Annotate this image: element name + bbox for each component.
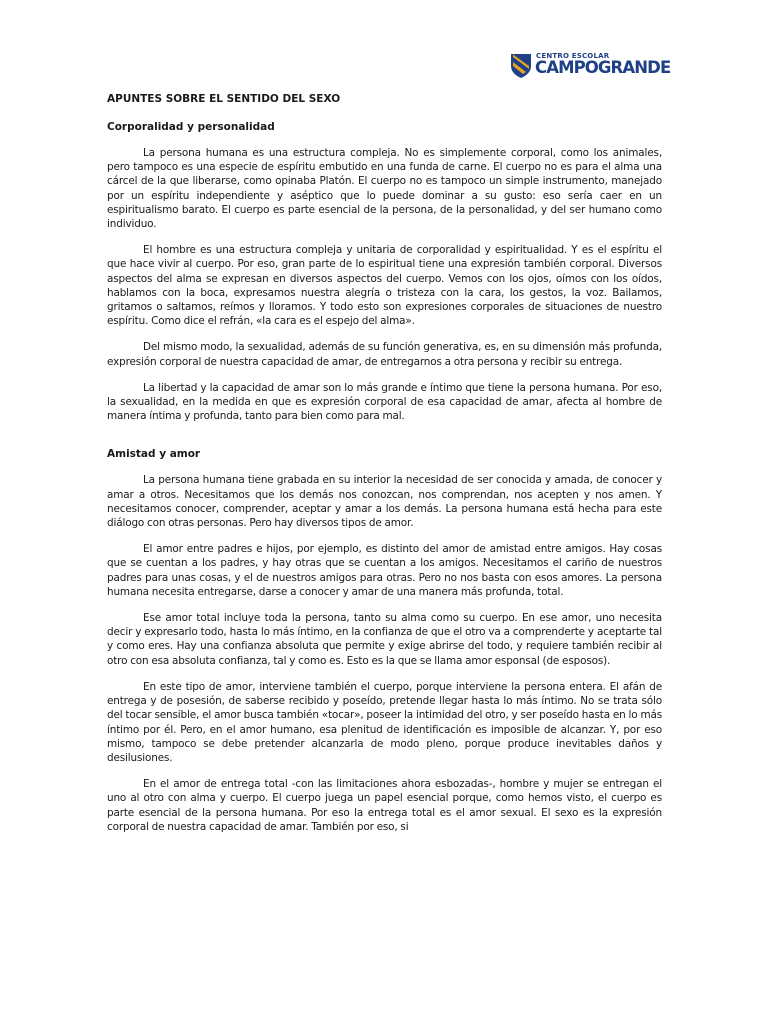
paragraph: La libertad y la capacidad de amar son lo más grande e íntimo que tiene la persona humana. Por eso, la sexualidad, en la medida en que es expresión corporal de esa capacidad de amar, afecta al hombre de manera íntima y profunda, tanto para bien como para mal. [107,381,662,423]
document-body [107,92,662,834]
logo-wordmark: CAMPOGRANDE [535,58,671,77]
paragraph: La persona humana tiene grabada en su interior la necesidad de ser conocida y amada, de conocer y amar a otros. Necesitamos que los demás nos conozcan, nos comprendan, nos acepten y nos amen. Y necesitamos conocer, comprender, aceptar y amar a los demás. La persona humana está hecha para este diálogo con otras personas. Pero hay diversos tipos de amor. [107,474,662,530]
paragraph: En este tipo de amor, interviene también el cuerpo, porque interviene la persona entera. El afán de entrega y de posesión, de saberse recibido y poseído, pretende llegar hasta lo más íntimo. No se trata sólo del tocar sensible, el amor busca también «tocar», poseer la intimidad del otro, y ser poseído hasta en lo más íntimo por él. Pero, en el amor humano, esa plenitud de identificación es imposible de alcanzar. Y, por eso mismo, tampoco se debe pretender alcanzarla de modo pleno, porque produce inevitables daños y desilusiones. [107,680,662,764]
paragraph: En el amor de entrega total -con las limitaciones ahora esbozadas-, hombre y mujer se entregan el uno al otro con alma y cuerpo. El cuerpo juega un papel esencial porque, como hemos visto, el cuerpo es parte esencial de la persona humana. Por eso la entrega total es el amor sexual. El sexo es la expresión corporal de nuestra capacidad de amar. También por eso, si [107,778,662,833]
paragraph: Del mismo modo, la sexualidad, además de su función generativa, es, en su dimensión más profunda, expresión corporal de nuestra capacidad de amar, de entregarnos a otra persona y recibir su entrega. [107,341,662,368]
paragraph: La persona humana es una estructura compleja. No es simplemente corporal, como los animales, pero tampoco es una especie de espíritu embutido en una funda de carne. El cuerpo no es para el alma una cárcel de la que liberarse, como opinaba Platón. El cuerpo no es tampoco un simple instrumento, manejado por un espíritu independiente y aséptico que lo puede dominar a su gusto: eso sería caer en un espiritualismo barato. El cuerpo es parte esencial de la persona, de la personalidad, y del ser humano como individuo. [107,147,662,231]
document-title: APUNTES SOBRE EL SENTIDO DEL SEXO [107,93,341,105]
shield-icon [510,53,532,79]
section-heading: Amistad y amor [107,448,201,461]
school-logo [510,52,671,82]
paragraph: El amor entre padres e hijos, por ejemplo, es distinto del amor de amistad entre amigos. Hay cosas que se cuentan a los padres, y hay otras que se cuentan a los amigos. Necesitamos el cariño de nuestros padres para unas cosas, y el de nuestros amigos para otras. Pero no nos basta con esos amores. La persona humana necesita entregarse, darse a conocer y amar de una manera más profunda, total. [107,543,662,598]
paragraph: El hombre es una estructura compleja y unitaria de corporalidad y espiritualidad. Y es el espíritu el que hace vivir al cuerpo. Por eso, gran parte de lo espiritual tiene una expresión también corporal. Diversos aspectos del alma se expresan en diversos aspectos del cuerpo. Vemos con los ojos, oímos con los oídos, hablamos con la boca, expresamos nuestra alegría o tristeza con la cara, los gestos, la voz. Bailamos, gritamos o saltamos, reímos y lloramos. Y todo esto son expresiones corporales de situaciones de nuestro espíritu. Como dice el refrán, «la cara es el espejo del alma». [107,244,662,328]
paragraph: Ese amor total incluye toda la persona, tanto su alma como su cuerpo. En ese amor, uno necesita decir y expresarlo todo, hasta lo más íntimo, en la confianza de que el otro va a comprenderte y aceptarte tal y como eres. Hay una confianza absoluta que permite y exige abrirse del todo, y requiere también recibir al otro con esa absoluta confianza, tal y como es. Esto es la que se llama amor esponsal (de esposos). [107,612,662,667]
logo-caption: CENTRO ESCOLAR [536,52,610,60]
section-heading: Corporalidad y personalidad [107,121,275,133]
